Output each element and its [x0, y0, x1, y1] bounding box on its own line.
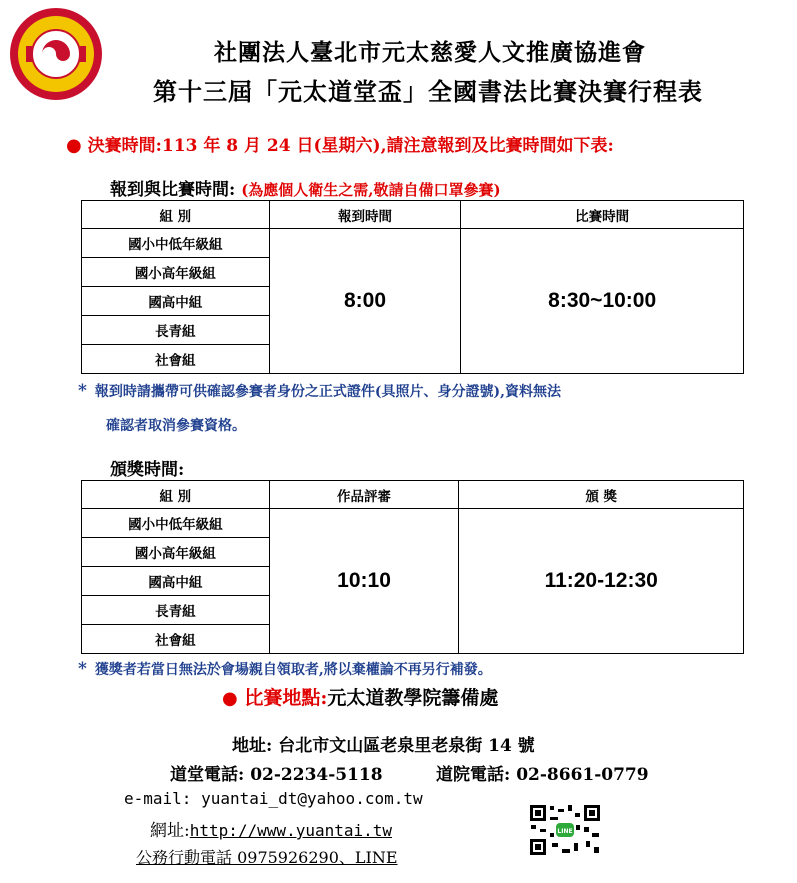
email: e-mail: yuantai_dt@yahoo.com.tw — [124, 789, 423, 808]
table-row — [82, 509, 744, 538]
final-date-text: 決賽時間:113 年 8 月 24 日(星期六),請注意報到及比賽時間如下表: — [87, 136, 614, 156]
table-header-row — [82, 481, 744, 509]
award-section-heading: 頒獎時間: — [110, 460, 185, 480]
temple-phone: 道堂電話: 02-2234-5118 — [170, 765, 383, 785]
group-name: 國小高年級組 — [82, 538, 270, 567]
checkin-section-heading — [110, 175, 501, 200]
table-header-row — [82, 201, 744, 229]
final-date-notice — [66, 131, 614, 156]
group-name: 國小高年級組 — [82, 258, 270, 287]
column-header-group: 組 別 — [82, 481, 270, 509]
website-line — [150, 816, 392, 841]
svg-text:LINE: LINE — [557, 828, 573, 835]
group-name: 國高中組 — [82, 287, 270, 316]
id-note-line1: 報到時請攜帶可供確認參賽者身份之正式證件(具照片、身分證號),資料無法 — [94, 384, 562, 400]
award-note-text: 獲獎者若當日無法於會場親自領取者,將以棄權論不再另行補發。 — [94, 662, 492, 678]
id-requirement-note — [78, 381, 758, 401]
column-header-award: 頒 獎 — [459, 481, 744, 509]
organization-title: 社團法人臺北市元太慈愛人文推廣協進會 — [214, 39, 646, 66]
table-row — [82, 229, 744, 258]
award-time: 11:20-12:30 — [459, 509, 744, 654]
group-name: 長青組 — [82, 316, 270, 345]
checkin-label: 報到與比賽時間: — [110, 180, 236, 200]
group-name: 社會組 — [82, 625, 270, 654]
red-bullet-icon: ● — [66, 135, 82, 156]
website-link[interactable]: http://www.yuantai.tw — [189, 821, 393, 840]
group-name: 國小中低年級組 — [82, 229, 270, 258]
contest-time: 8:30~10:00 — [461, 229, 744, 374]
group-name: 社會組 — [82, 345, 270, 374]
group-name: 國小中低年級組 — [82, 509, 270, 538]
judging-time: 10:10 — [269, 509, 459, 654]
group-name: 長青組 — [82, 596, 270, 625]
line-qr-code[interactable] — [528, 803, 602, 857]
red-bullet-icon: ● — [222, 688, 238, 709]
website-label: 網址: — [150, 821, 190, 841]
mask-note: (為應個人衛生之需,敬請自備口罩參賽) — [241, 181, 501, 199]
asterisk-icon: * — [78, 381, 87, 401]
column-header-judging: 作品評審 — [269, 481, 459, 509]
column-header-contest: 比賽時間 — [461, 201, 744, 229]
venue-value: 元太道教學院籌備處 — [327, 687, 499, 709]
asterisk-icon: * — [78, 659, 87, 679]
checkin-schedule-table — [81, 200, 744, 374]
mobile-line: 公務行動電話 0975926290、LINE — [136, 848, 398, 867]
venue-line — [222, 683, 498, 710]
award-schedule-table — [81, 480, 744, 654]
award-pickup-note — [78, 659, 492, 679]
venue-label: 比賽地點: — [244, 687, 328, 709]
column-header-checkin: 報到時間 — [269, 201, 461, 229]
college-phone: 道院電話: 02-8661-0779 — [436, 765, 649, 785]
column-header-group: 組 別 — [82, 201, 270, 229]
group-name: 國高中組 — [82, 567, 270, 596]
id-requirement-note-cont: 確認者取消參賽資格。 — [106, 418, 246, 434]
event-title: 第十三屆「元太道堂盃」全國書法比賽決賽行程表 — [153, 77, 703, 106]
checkin-time: 8:00 — [269, 229, 461, 374]
address: 地址: 台北市文山區老泉里老泉街 14 號 — [232, 736, 535, 756]
association-logo — [8, 6, 104, 102]
